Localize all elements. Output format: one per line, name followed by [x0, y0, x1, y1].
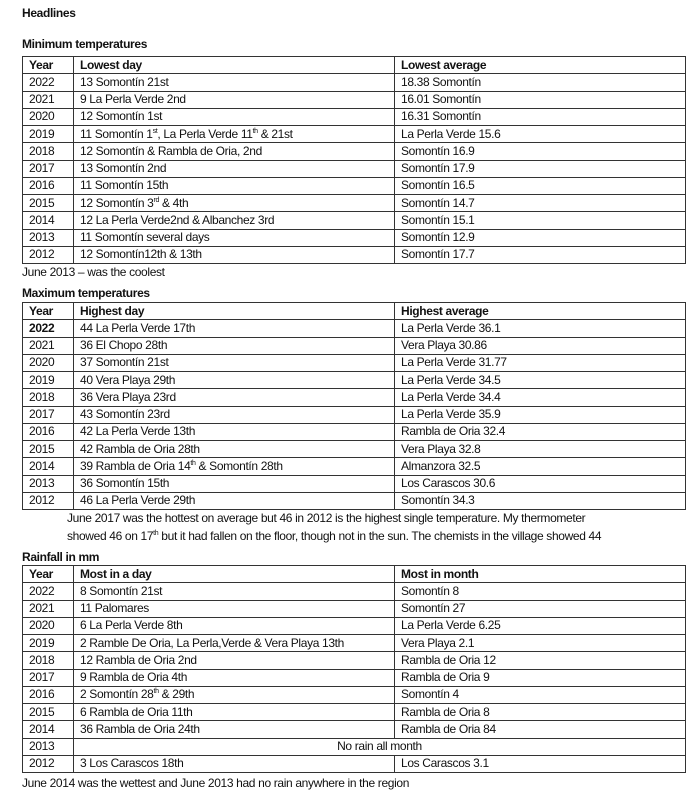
min-temperatures-table	[22, 56, 686, 264]
year-cell: 2019	[23, 372, 74, 389]
text-segment: 37 Somontín 21st	[80, 355, 169, 370]
note-line	[67, 509, 601, 527]
average-cell: Somontín 17.7	[395, 246, 686, 263]
table-row	[23, 492, 686, 509]
table-row	[23, 126, 686, 143]
average-cell: Vera Playa 2.1	[395, 635, 686, 652]
text-segment: 42 La Perla Verde 13th	[80, 424, 196, 439]
superscript: th	[190, 459, 196, 467]
table-row	[23, 458, 686, 475]
year-cell: 2016	[23, 423, 74, 440]
column-header: Lowest average	[395, 57, 686, 74]
text-segment: 11 Palomares	[80, 601, 149, 616]
average-cell: La Perla Verde 34.5	[395, 372, 686, 389]
average-cell: 18.38 Somontín	[395, 74, 686, 91]
text-segment: 12 Rambla de Oria 2nd	[80, 652, 197, 667]
year-cell: 2020	[23, 354, 74, 371]
text-segment: 12 Somontín12th & 13th	[80, 247, 202, 262]
table-row	[23, 441, 686, 458]
text-segment: & 29th	[158, 687, 195, 702]
average-cell: La Perla Verde 34.4	[395, 389, 686, 406]
average-cell: La Perla Verde 6.25	[395, 617, 686, 634]
table-row	[23, 372, 686, 389]
average-cell: Somontín 12.9	[395, 229, 686, 246]
text-segment: 42 Rambla de Oria 28th	[80, 441, 200, 456]
day-cell	[74, 126, 395, 143]
average-cell: Somontín 14.7	[395, 195, 686, 212]
table-row	[23, 320, 686, 337]
rainfall-title: Rainfall in mm	[22, 550, 100, 564]
table-row	[23, 669, 686, 686]
day-cell	[74, 229, 395, 246]
text-segment: 8 Somontín 21st	[80, 583, 163, 598]
day-cell	[74, 704, 395, 721]
min-temperatures-title: Minimum temperatures	[22, 37, 148, 51]
table-header-row	[23, 57, 686, 74]
average-cell: Somontín 16.9	[395, 143, 686, 160]
table-row	[23, 617, 686, 634]
text-segment: 2 Somontín 28	[80, 687, 154, 702]
text-segment: 13 Somontín 2nd	[80, 161, 167, 176]
day-cell	[74, 617, 395, 634]
year-cell: 2013	[23, 738, 74, 755]
year-cell: 2013	[23, 229, 74, 246]
day-cell	[74, 195, 395, 212]
day-cell	[74, 423, 395, 440]
superscript: st	[152, 127, 158, 135]
average-cell: Somontín 17.9	[395, 160, 686, 177]
text-segment: & 21st	[257, 126, 293, 141]
average-cell: Somontín 8	[395, 583, 686, 600]
average-cell: Rambla de Oria 12	[395, 652, 686, 669]
table-row	[23, 652, 686, 669]
max-temperatures-title: Maximum temperatures	[22, 286, 150, 300]
text-segment: showed 46 on 17	[67, 529, 154, 543]
text-segment: June 2017 was the hottest on average but 46 in 2012 is the highest single temperature. My thermometer	[67, 511, 586, 525]
year-cell: 2019	[23, 635, 74, 652]
year-cell: 2015	[23, 195, 74, 212]
text-segment: 12 Somontín 3	[80, 195, 154, 210]
text-segment: 9 La Perla Verde 2nd	[80, 92, 186, 107]
table-row	[23, 229, 686, 246]
superscript: th	[252, 127, 258, 135]
table-row	[23, 721, 686, 738]
average-cell: La Perla Verde 31.77	[395, 354, 686, 371]
column-header: Most in a day	[74, 566, 395, 583]
year-cell: 2015	[23, 441, 74, 458]
day-cell	[74, 458, 395, 475]
average-cell: Vera Playa 30.86	[395, 337, 686, 354]
day-cell	[74, 337, 395, 354]
day-cell	[74, 669, 395, 686]
year-cell: 2012	[23, 755, 74, 772]
min-temperatures-note	[22, 263, 165, 281]
text-segment: 12 Somontín & Rambla de Oria, 2nd	[80, 143, 262, 158]
table-row	[23, 177, 686, 194]
day-cell	[74, 492, 395, 509]
average-cell: Rambla de Oria 32.4	[395, 423, 686, 440]
text-segment: 36 Rambla de Oria 24th	[80, 721, 200, 736]
table-row	[23, 738, 686, 755]
day-cell	[74, 755, 395, 772]
table-row	[23, 583, 686, 600]
text-segment: 36 Vera Playa 23rd	[80, 389, 176, 404]
note-line: June 2013 – was the coolest	[22, 265, 165, 279]
year-cell: 2014	[23, 721, 74, 738]
day-cell	[74, 635, 395, 652]
average-cell: La Perla Verde 15.6	[395, 126, 686, 143]
day-cell	[74, 372, 395, 389]
average-cell: 16.31 Somontín	[395, 108, 686, 125]
table-row	[23, 475, 686, 492]
text-segment: 13 Somontín 21st	[80, 74, 169, 89]
note-line	[67, 527, 601, 545]
day-cell	[74, 354, 395, 371]
year-cell: 2018	[23, 389, 74, 406]
text-segment: 12 Somontín 1st	[80, 109, 163, 124]
year-cell: 2022	[23, 583, 74, 600]
average-cell: Somontín 16.5	[395, 177, 686, 194]
table-row	[23, 108, 686, 125]
table-row	[23, 246, 686, 263]
superscript: th	[153, 688, 159, 696]
table-row	[23, 389, 686, 406]
day-cell	[74, 389, 395, 406]
text-segment: , La Perla Verde 11	[157, 126, 253, 141]
year-cell: 2014	[23, 458, 74, 475]
text-segment: 6 Rambla de Oria 11th	[80, 704, 193, 719]
day-cell	[74, 91, 395, 108]
column-header: Highest average	[395, 303, 686, 320]
day-cell	[74, 652, 395, 669]
superscript: th	[153, 530, 159, 537]
year-cell: 2018	[23, 652, 74, 669]
day-cell	[74, 721, 395, 738]
table-row	[23, 755, 686, 772]
max-temperatures-table	[22, 302, 686, 510]
year-cell: 2021	[23, 91, 74, 108]
column-header: Year	[23, 303, 74, 320]
average-cell: La Perla Verde 35.9	[395, 406, 686, 423]
table-row	[23, 406, 686, 423]
merged-cell: No rain all month	[74, 738, 686, 755]
year-cell: 2013	[23, 475, 74, 492]
year-cell: 2012	[23, 246, 74, 263]
text-segment: 40 Vera Playa 29th	[80, 372, 176, 387]
day-cell	[74, 600, 395, 617]
text-segment: 9 Rambla de Oria 4th	[80, 670, 188, 685]
table-row	[23, 160, 686, 177]
table-row	[23, 600, 686, 617]
year-cell: 2016	[23, 686, 74, 703]
table-row	[23, 686, 686, 703]
average-cell: Somontín 15.1	[395, 212, 686, 229]
superscript: rd	[153, 196, 160, 204]
table-row	[23, 704, 686, 721]
day-cell	[74, 108, 395, 125]
year-cell: 2021	[23, 600, 74, 617]
text-segment: 36 Somontín 15th	[80, 476, 170, 491]
text-segment: 11 Somontín 15th	[80, 178, 169, 193]
day-cell	[74, 475, 395, 492]
day-cell	[74, 441, 395, 458]
text-segment: & Somontín 28th	[195, 458, 283, 473]
table-header-row	[23, 303, 686, 320]
year-cell: 2015	[23, 704, 74, 721]
table-row	[23, 423, 686, 440]
table-row	[23, 337, 686, 354]
column-header: Year	[23, 57, 74, 74]
text-segment: 46 La Perla Verde 29th	[80, 493, 196, 508]
year-cell: 2020	[23, 617, 74, 634]
year-cell: 2017	[23, 669, 74, 686]
average-cell: 16.01 Somontín	[395, 91, 686, 108]
average-cell: Vera Playa 32.8	[395, 441, 686, 458]
text-segment: 36 El Chopo 28th	[80, 338, 168, 353]
year-cell: 2021	[23, 337, 74, 354]
day-cell	[74, 177, 395, 194]
text-segment: 2 Ramble De Oria, La Perla,Verde & Vera Playa 13th	[80, 635, 344, 650]
average-cell: Rambla de Oria 84	[395, 721, 686, 738]
year-cell: 2022	[23, 74, 74, 91]
year-cell: 2017	[23, 160, 74, 177]
table-row	[23, 212, 686, 229]
average-cell: Somontín 4	[395, 686, 686, 703]
table-row	[23, 143, 686, 160]
document-heading: Headlines	[22, 6, 76, 20]
table-row	[23, 635, 686, 652]
average-cell: Los Carascos 3.1	[395, 755, 686, 772]
day-cell	[74, 583, 395, 600]
year-cell: 2016	[23, 177, 74, 194]
day-cell	[74, 160, 395, 177]
text-segment: 11 Somontín several days	[80, 230, 210, 245]
average-cell: La Perla Verde 36.1	[395, 320, 686, 337]
average-cell: Somontín 27	[395, 600, 686, 617]
rainfall-note	[22, 774, 409, 792]
table-row	[23, 91, 686, 108]
text-segment: 12 La Perla Verde2nd & Albanchez 3rd	[80, 212, 275, 227]
column-header: Most in month	[395, 566, 686, 583]
table-row	[23, 354, 686, 371]
table-row	[23, 195, 686, 212]
day-cell	[74, 406, 395, 423]
average-cell: Somontín 34.3	[395, 492, 686, 509]
text-segment: 39 Rambla de Oria 14	[80, 458, 191, 473]
text-segment: & 4th	[159, 195, 189, 210]
column-header: Highest day	[74, 303, 395, 320]
year-cell: 2019	[23, 126, 74, 143]
average-cell: Rambla de Oria 9	[395, 669, 686, 686]
year-cell: 2014	[23, 212, 74, 229]
text-segment: 44 La Perla Verde 17th	[80, 320, 196, 335]
text-segment: 11 Somontín 1	[80, 126, 153, 141]
average-cell: Los Carascos 30.6	[395, 475, 686, 492]
day-cell	[74, 74, 395, 91]
year-cell: 2012	[23, 492, 74, 509]
table-header-row	[23, 566, 686, 583]
year-cell: 2017	[23, 406, 74, 423]
average-cell: Rambla de Oria 8	[395, 704, 686, 721]
text-segment: 3 Los Carascos 18th	[80, 756, 184, 771]
year-cell: 2022	[23, 320, 74, 337]
column-header: Lowest day	[74, 57, 395, 74]
table-row	[23, 74, 686, 91]
day-cell	[74, 320, 395, 337]
text-segment: 43 Somontín 23rd	[80, 407, 170, 422]
max-temperatures-note	[67, 509, 601, 545]
year-cell: 2018	[23, 143, 74, 160]
rainfall-table	[22, 565, 686, 773]
day-cell	[74, 143, 395, 160]
text-segment: 6 La Perla Verde 8th	[80, 618, 183, 633]
average-cell: Almanzora 32.5	[395, 458, 686, 475]
day-cell	[74, 686, 395, 703]
day-cell	[74, 212, 395, 229]
column-header: Year	[23, 566, 74, 583]
note-line: June 2014 was the wettest and June 2013 had no rain anywhere in the region	[22, 776, 410, 790]
year-cell: 2020	[23, 108, 74, 125]
text-segment: but it had fallen on the floor, though not in the sun. The chemists in the village showed 44	[158, 529, 602, 543]
day-cell	[74, 246, 395, 263]
